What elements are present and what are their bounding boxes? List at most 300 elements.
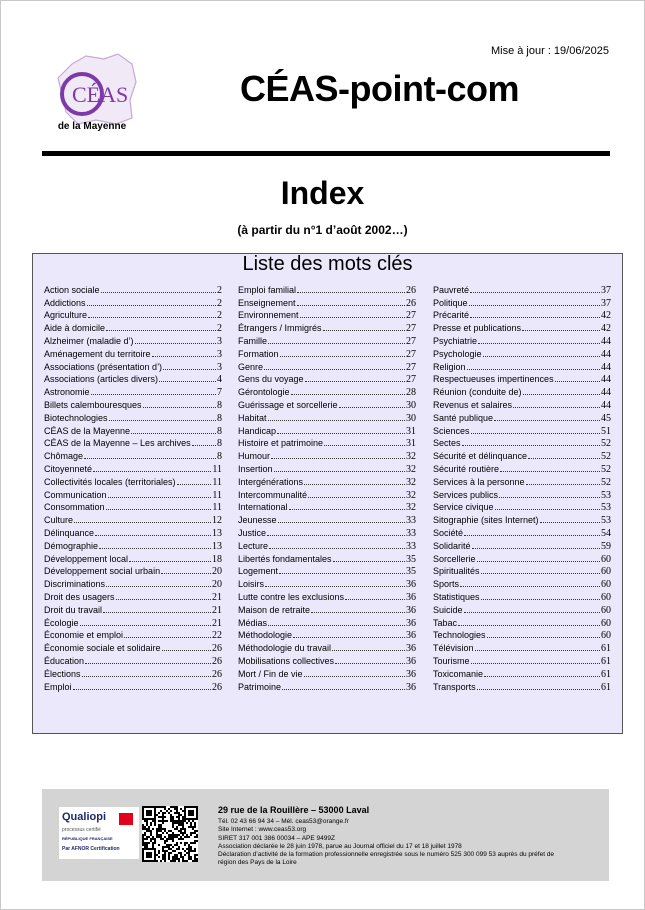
index-entry xyxy=(433,321,611,334)
index-entry xyxy=(44,373,222,386)
dot-leader xyxy=(103,612,211,613)
index-page-number: 33 xyxy=(406,540,416,552)
index-entry xyxy=(44,539,222,552)
dot-leader xyxy=(304,484,405,485)
header-rule xyxy=(42,151,610,156)
qualiopi-afnor: Par AFNOR Certification xyxy=(62,846,120,852)
index-term: Associations (articles divers) xyxy=(44,374,159,385)
dot-leader xyxy=(108,497,212,498)
index-entry xyxy=(433,680,611,693)
index-term: Pauvreté xyxy=(433,284,470,295)
index-term: Société xyxy=(433,527,464,538)
dot-leader xyxy=(523,394,600,395)
dot-leader xyxy=(91,394,216,395)
index-term: Loisirs xyxy=(238,579,265,590)
dot-leader xyxy=(470,292,600,293)
index-term: Précarité xyxy=(433,310,470,321)
dot-leader xyxy=(323,330,405,331)
index-entry xyxy=(238,654,416,667)
dot-leader xyxy=(500,471,600,472)
index-entry xyxy=(433,590,611,603)
index-page-number: 36 xyxy=(406,681,416,693)
index-page-number: 20 xyxy=(212,566,222,578)
index-term: International xyxy=(238,502,288,513)
index-entry xyxy=(44,449,222,462)
index-term: Emploi xyxy=(44,681,72,692)
dot-leader xyxy=(522,330,600,331)
index-page-number: 44 xyxy=(601,374,611,386)
dot-leader xyxy=(291,394,405,395)
index-entry xyxy=(433,616,611,629)
index-page-number: 7 xyxy=(217,387,222,399)
index-entry xyxy=(433,296,611,309)
dot-leader xyxy=(289,509,405,510)
dot-leader xyxy=(484,676,600,677)
index-page-number: 8 xyxy=(217,399,222,411)
index-term: Presse et publications xyxy=(433,323,522,334)
dot-leader xyxy=(494,420,600,421)
index-entry xyxy=(238,667,416,680)
index-term: Services publics xyxy=(433,489,499,500)
index-page-number: 26 xyxy=(212,668,222,680)
index-page-number: 26 xyxy=(406,297,416,309)
dot-leader xyxy=(278,522,405,523)
index-page-number: 52 xyxy=(601,476,611,488)
index-page-number: 36 xyxy=(406,579,416,591)
index-entry xyxy=(238,641,416,654)
index-entry xyxy=(44,565,222,578)
dot-leader xyxy=(460,586,600,587)
dot-leader xyxy=(324,445,405,446)
index-term: Méthodologie xyxy=(238,630,293,641)
dot-leader xyxy=(464,612,600,613)
index-term: Respectueuses impertinences xyxy=(433,374,554,385)
dot-leader xyxy=(159,381,216,382)
dot-leader xyxy=(268,420,405,421)
dot-leader xyxy=(106,330,216,331)
index-entry xyxy=(238,680,416,693)
index-page-number: 2 xyxy=(217,297,222,309)
index-page-number: 32 xyxy=(406,476,416,488)
index-entry xyxy=(44,437,222,450)
index-page-number: 52 xyxy=(601,438,611,450)
dot-leader xyxy=(464,535,600,536)
index-page-number: 33 xyxy=(406,515,416,527)
dot-leader xyxy=(161,573,211,574)
contact-address xyxy=(218,805,598,868)
index-term: Enseignement xyxy=(238,297,296,308)
index-entry xyxy=(238,462,416,475)
dot-leader xyxy=(87,305,216,306)
index-entry xyxy=(44,296,222,309)
index-entry xyxy=(44,309,222,322)
index-page-number: 32 xyxy=(406,489,416,501)
dot-leader xyxy=(279,573,405,574)
index-term: Citoyenneté xyxy=(44,463,93,474)
qualiopi-mark-icon xyxy=(119,813,133,825)
index-page-number: 8 xyxy=(217,425,222,437)
index-page-number: 35 xyxy=(406,566,416,578)
index-page-number: 30 xyxy=(406,412,416,424)
index-entry xyxy=(433,488,611,501)
index-page-number: 27 xyxy=(406,335,416,347)
index-entry xyxy=(238,577,416,590)
index-page-number: 26 xyxy=(212,655,222,667)
index-page-number: 27 xyxy=(406,374,416,386)
index-entry xyxy=(44,654,222,667)
index-entry xyxy=(433,411,611,424)
index-page-number: 21 xyxy=(212,604,222,616)
index-page-number: 8 xyxy=(217,438,222,450)
dot-leader xyxy=(116,599,211,600)
index-entry xyxy=(44,552,222,565)
index-term: Écologie xyxy=(44,617,79,628)
dot-leader xyxy=(540,522,600,523)
index-page-number: 31 xyxy=(406,438,416,450)
index-entry xyxy=(44,321,222,334)
index-term: Chômage xyxy=(44,451,84,462)
index-term: Addictions xyxy=(44,297,86,308)
index-term: Sorcellerie xyxy=(433,553,476,564)
index-term: Intergénérations xyxy=(238,476,304,487)
index-term: Économie et emploi xyxy=(44,630,124,641)
index-term: Billets calembouresques xyxy=(44,399,142,410)
index-page-number: 36 xyxy=(406,668,416,680)
index-entry xyxy=(433,501,611,514)
index-term: Discriminations xyxy=(44,579,106,590)
index-page-number: 33 xyxy=(406,527,416,539)
index-page-number: 60 xyxy=(601,579,611,591)
address-line: Déclaration d’activité de la formation professionnelle enregistrée sous le numéro 525 300 099 53 auprès du préfet de xyxy=(218,851,555,859)
keyword-column-2 xyxy=(238,283,416,693)
dot-leader xyxy=(277,433,405,434)
index-entry xyxy=(433,462,611,475)
index-entry xyxy=(238,398,416,411)
index-entry xyxy=(238,411,416,424)
index-entry xyxy=(433,667,611,680)
dot-leader xyxy=(304,676,405,677)
dot-leader xyxy=(345,599,405,600)
index-entry xyxy=(44,488,222,501)
index-entry xyxy=(433,360,611,373)
index-page-number: 3 xyxy=(217,348,222,360)
index-term: Gérontologie xyxy=(238,387,290,398)
index-entry xyxy=(44,603,222,616)
index-entry xyxy=(238,513,416,526)
index-page-number: 44 xyxy=(601,361,611,373)
index-term: Gens du voyage xyxy=(238,374,304,385)
index-term: Éducation xyxy=(44,655,85,666)
index-entry xyxy=(433,437,611,450)
index-term: Environnement xyxy=(238,310,299,321)
index-page-number: 4 xyxy=(217,374,222,386)
index-term: Sports xyxy=(433,579,460,590)
index-entry xyxy=(238,437,416,450)
index-entry xyxy=(44,680,222,693)
index-term: Humour xyxy=(238,451,271,462)
index-entry xyxy=(433,526,611,539)
dot-leader xyxy=(475,650,600,651)
index-entry xyxy=(433,629,611,642)
index-term: Psychiatrie xyxy=(433,335,478,346)
index-entry xyxy=(44,283,222,296)
index-entry xyxy=(238,347,416,360)
index-page-number: 53 xyxy=(601,489,611,501)
index-page-number: 2 xyxy=(217,323,222,335)
dot-leader xyxy=(85,663,211,664)
index-page-number: 32 xyxy=(406,463,416,475)
index-entry xyxy=(44,398,222,411)
index-page-number: 53 xyxy=(601,502,611,514)
index-page-number: 60 xyxy=(601,566,611,578)
qualiopi-title: Qualiopi xyxy=(62,811,106,823)
index-entry xyxy=(433,539,611,552)
dot-leader xyxy=(152,356,216,357)
index-page-number: 60 xyxy=(601,553,611,565)
index-term: Service civique xyxy=(433,502,494,513)
index-entry xyxy=(44,501,222,514)
index-page-number: 61 xyxy=(601,643,611,655)
dot-leader xyxy=(483,356,600,357)
index-entry xyxy=(433,449,611,462)
dot-leader xyxy=(88,317,216,318)
qualiopi-republic: RÉPUBLIQUE FRANÇAISE xyxy=(62,836,113,841)
index-page-number: 36 xyxy=(406,591,416,603)
dot-leader xyxy=(305,381,405,382)
index-entry xyxy=(433,552,611,565)
dot-leader xyxy=(162,650,211,651)
dot-leader xyxy=(300,317,405,318)
index-term: Services à la personne xyxy=(433,476,525,487)
index-term: Réunion (conduite de) xyxy=(433,387,522,398)
keyword-column-1 xyxy=(44,283,222,693)
address-line: Tél. 02 43 66 94 34 – Mél. ceas53@orange.fr xyxy=(218,818,349,825)
index-entry xyxy=(44,526,222,539)
dot-leader xyxy=(101,292,216,293)
index-term: Habitat xyxy=(238,412,267,423)
index-entry xyxy=(44,616,222,629)
dot-leader xyxy=(264,369,405,370)
index-page-number: 61 xyxy=(601,681,611,693)
dot-leader xyxy=(280,356,405,357)
index-entry xyxy=(44,629,222,642)
index-page-number: 53 xyxy=(601,515,611,527)
dot-leader xyxy=(555,381,600,382)
index-term: CÉAS de la Mayenne – Les archives xyxy=(44,438,191,449)
dot-leader xyxy=(458,625,600,626)
index-term: Sécurité routière xyxy=(433,463,500,474)
index-term: Patrimoine xyxy=(238,681,282,692)
index-term: CÉAS de la Mayenne xyxy=(44,425,131,436)
index-entry xyxy=(44,667,222,680)
index-term: Tabac xyxy=(433,617,458,628)
index-page-number: 12 xyxy=(212,515,222,527)
index-term: Méthodologie du travail xyxy=(238,643,332,654)
index-page-number: 21 xyxy=(212,591,222,603)
index-entry xyxy=(433,513,611,526)
index-page-number: 13 xyxy=(212,527,222,539)
index-page-number: 27 xyxy=(406,323,416,335)
keyword-list-box xyxy=(32,253,623,734)
dot-leader xyxy=(82,676,211,677)
index-page-number: 3 xyxy=(217,335,222,347)
index-term: Développement social urbain xyxy=(44,566,161,577)
index-entry xyxy=(238,309,416,322)
dot-leader xyxy=(269,548,405,549)
index-entry xyxy=(238,385,416,398)
index-term: Communication xyxy=(44,489,107,500)
index-term: Transports xyxy=(433,681,476,692)
index-page-number: 8 xyxy=(217,412,222,424)
index-entry xyxy=(44,424,222,437)
index-page-number: 30 xyxy=(406,399,416,411)
index-subtitle: (à partir du n°1 d’août 2002…) xyxy=(237,223,408,237)
index-page-number: 20 xyxy=(212,579,222,591)
index-entry xyxy=(238,283,416,296)
dot-leader xyxy=(339,407,405,408)
update-date: Mise à jour : 19/06/2025 xyxy=(490,45,609,57)
index-page-number: 36 xyxy=(406,617,416,629)
index-entry xyxy=(433,641,611,654)
dot-leader xyxy=(481,599,600,600)
index-entry xyxy=(238,488,416,501)
index-page-number: 37 xyxy=(601,297,611,309)
dot-leader xyxy=(478,343,600,344)
dot-leader xyxy=(267,535,405,536)
dot-leader xyxy=(467,369,600,370)
index-term: Action sociale xyxy=(44,284,100,295)
index-entry xyxy=(238,552,416,565)
index-entry xyxy=(433,577,611,590)
index-term: Solidarité xyxy=(433,540,471,551)
dot-leader xyxy=(106,509,212,510)
dot-leader xyxy=(265,586,405,587)
index-entry xyxy=(433,309,611,322)
index-entry xyxy=(433,475,611,488)
svg-text:CÉAS: CÉAS xyxy=(72,82,129,107)
index-page-number: 59 xyxy=(601,540,611,552)
index-term: Revenus et salaires xyxy=(433,399,513,410)
index-title: Index xyxy=(280,175,365,211)
index-page-number: 60 xyxy=(601,630,611,642)
index-page-number: 60 xyxy=(601,617,611,629)
index-entry xyxy=(433,334,611,347)
dot-leader xyxy=(308,497,405,498)
dot-leader xyxy=(109,420,216,421)
index-page-number: 13 xyxy=(212,540,222,552)
index-term: Délinquance xyxy=(44,527,95,538)
dot-leader xyxy=(143,407,216,408)
index-page-number: 45 xyxy=(601,412,611,424)
dot-leader xyxy=(477,689,600,690)
index-entry xyxy=(433,373,611,386)
index-page-number: 11 xyxy=(212,476,222,488)
index-page-number: 32 xyxy=(406,502,416,514)
index-term: Psychologie xyxy=(433,348,482,359)
index-page-number: 31 xyxy=(406,425,416,437)
index-entry xyxy=(44,462,222,475)
index-term: Logement xyxy=(238,566,279,577)
index-entry xyxy=(433,385,611,398)
dot-leader xyxy=(526,484,600,485)
dot-leader xyxy=(332,650,405,651)
address-line: SIRET 317 001 386 00034 – APE 9499Z xyxy=(218,834,335,842)
dot-leader xyxy=(471,433,600,434)
index-term: Maison de retraite xyxy=(238,604,311,615)
dot-leader xyxy=(99,548,211,549)
index-term: Statistiques xyxy=(433,591,480,602)
dot-leader xyxy=(293,637,405,638)
index-term: Tourisme xyxy=(433,655,470,666)
index-term: Droit des usagers xyxy=(44,591,115,602)
index-term: Agriculture xyxy=(44,310,88,321)
dot-leader xyxy=(297,305,405,306)
index-entry xyxy=(433,398,611,411)
index-entry xyxy=(44,590,222,603)
index-page-number: 11 xyxy=(212,502,222,514)
index-term: Formation xyxy=(238,348,279,359)
index-entry xyxy=(433,424,611,437)
address-street: 29 rue de la Rouillère – 53000 Laval xyxy=(218,805,370,815)
index-term: Religion xyxy=(433,361,466,372)
index-page-number: 27 xyxy=(406,361,416,373)
dot-leader xyxy=(487,637,600,638)
index-page-number: 36 xyxy=(406,655,416,667)
index-page-number: 42 xyxy=(601,310,611,322)
index-entry xyxy=(433,565,611,578)
dot-leader xyxy=(129,561,211,562)
index-page-number: 11 xyxy=(212,489,222,501)
index-page-number: 44 xyxy=(601,387,611,399)
dot-leader xyxy=(135,343,216,344)
dot-leader xyxy=(192,445,216,446)
address-line: région des Pays de la Loire xyxy=(218,859,297,867)
index-entry xyxy=(44,513,222,526)
dot-leader xyxy=(333,561,405,562)
index-page-number: 42 xyxy=(601,323,611,335)
index-term: Politique xyxy=(433,297,468,308)
index-entry xyxy=(44,641,222,654)
dot-leader xyxy=(311,612,405,613)
index-page-number: 37 xyxy=(601,284,611,296)
index-entry xyxy=(44,577,222,590)
brand-title: CÉAS-point-com xyxy=(240,68,519,109)
index-entry xyxy=(238,539,416,552)
index-entry xyxy=(44,334,222,347)
index-page-number: 26 xyxy=(212,681,222,693)
index-term: Droit du travail xyxy=(44,604,103,615)
dot-leader xyxy=(471,663,600,664)
qualiopi-badge xyxy=(59,807,139,859)
index-term: Histoire et patrimoine xyxy=(238,438,324,449)
index-term: Famille xyxy=(238,335,268,346)
index-page-number: 8 xyxy=(217,451,222,463)
qr-code-icon xyxy=(142,806,198,862)
logo-subtitle: de la Mayenne xyxy=(57,121,127,132)
dot-leader xyxy=(84,458,216,459)
dot-leader xyxy=(472,548,600,549)
index-term: Médias xyxy=(238,617,268,628)
index-term: Économie sociale et solidaire xyxy=(44,643,161,654)
index-term: Spiritualités xyxy=(433,566,480,577)
index-term: Technologies xyxy=(433,630,486,641)
index-page-number: 35 xyxy=(406,553,416,565)
index-term: Démographie xyxy=(44,540,99,551)
index-term: Emploi familial xyxy=(238,284,297,295)
address-line: Association déclarée le 28 juin 1978, parue au Journal officiel du 17 et 18 juillet 1978 xyxy=(218,842,462,850)
index-term: Consommation xyxy=(44,502,105,513)
index-term: Justice xyxy=(238,527,267,538)
